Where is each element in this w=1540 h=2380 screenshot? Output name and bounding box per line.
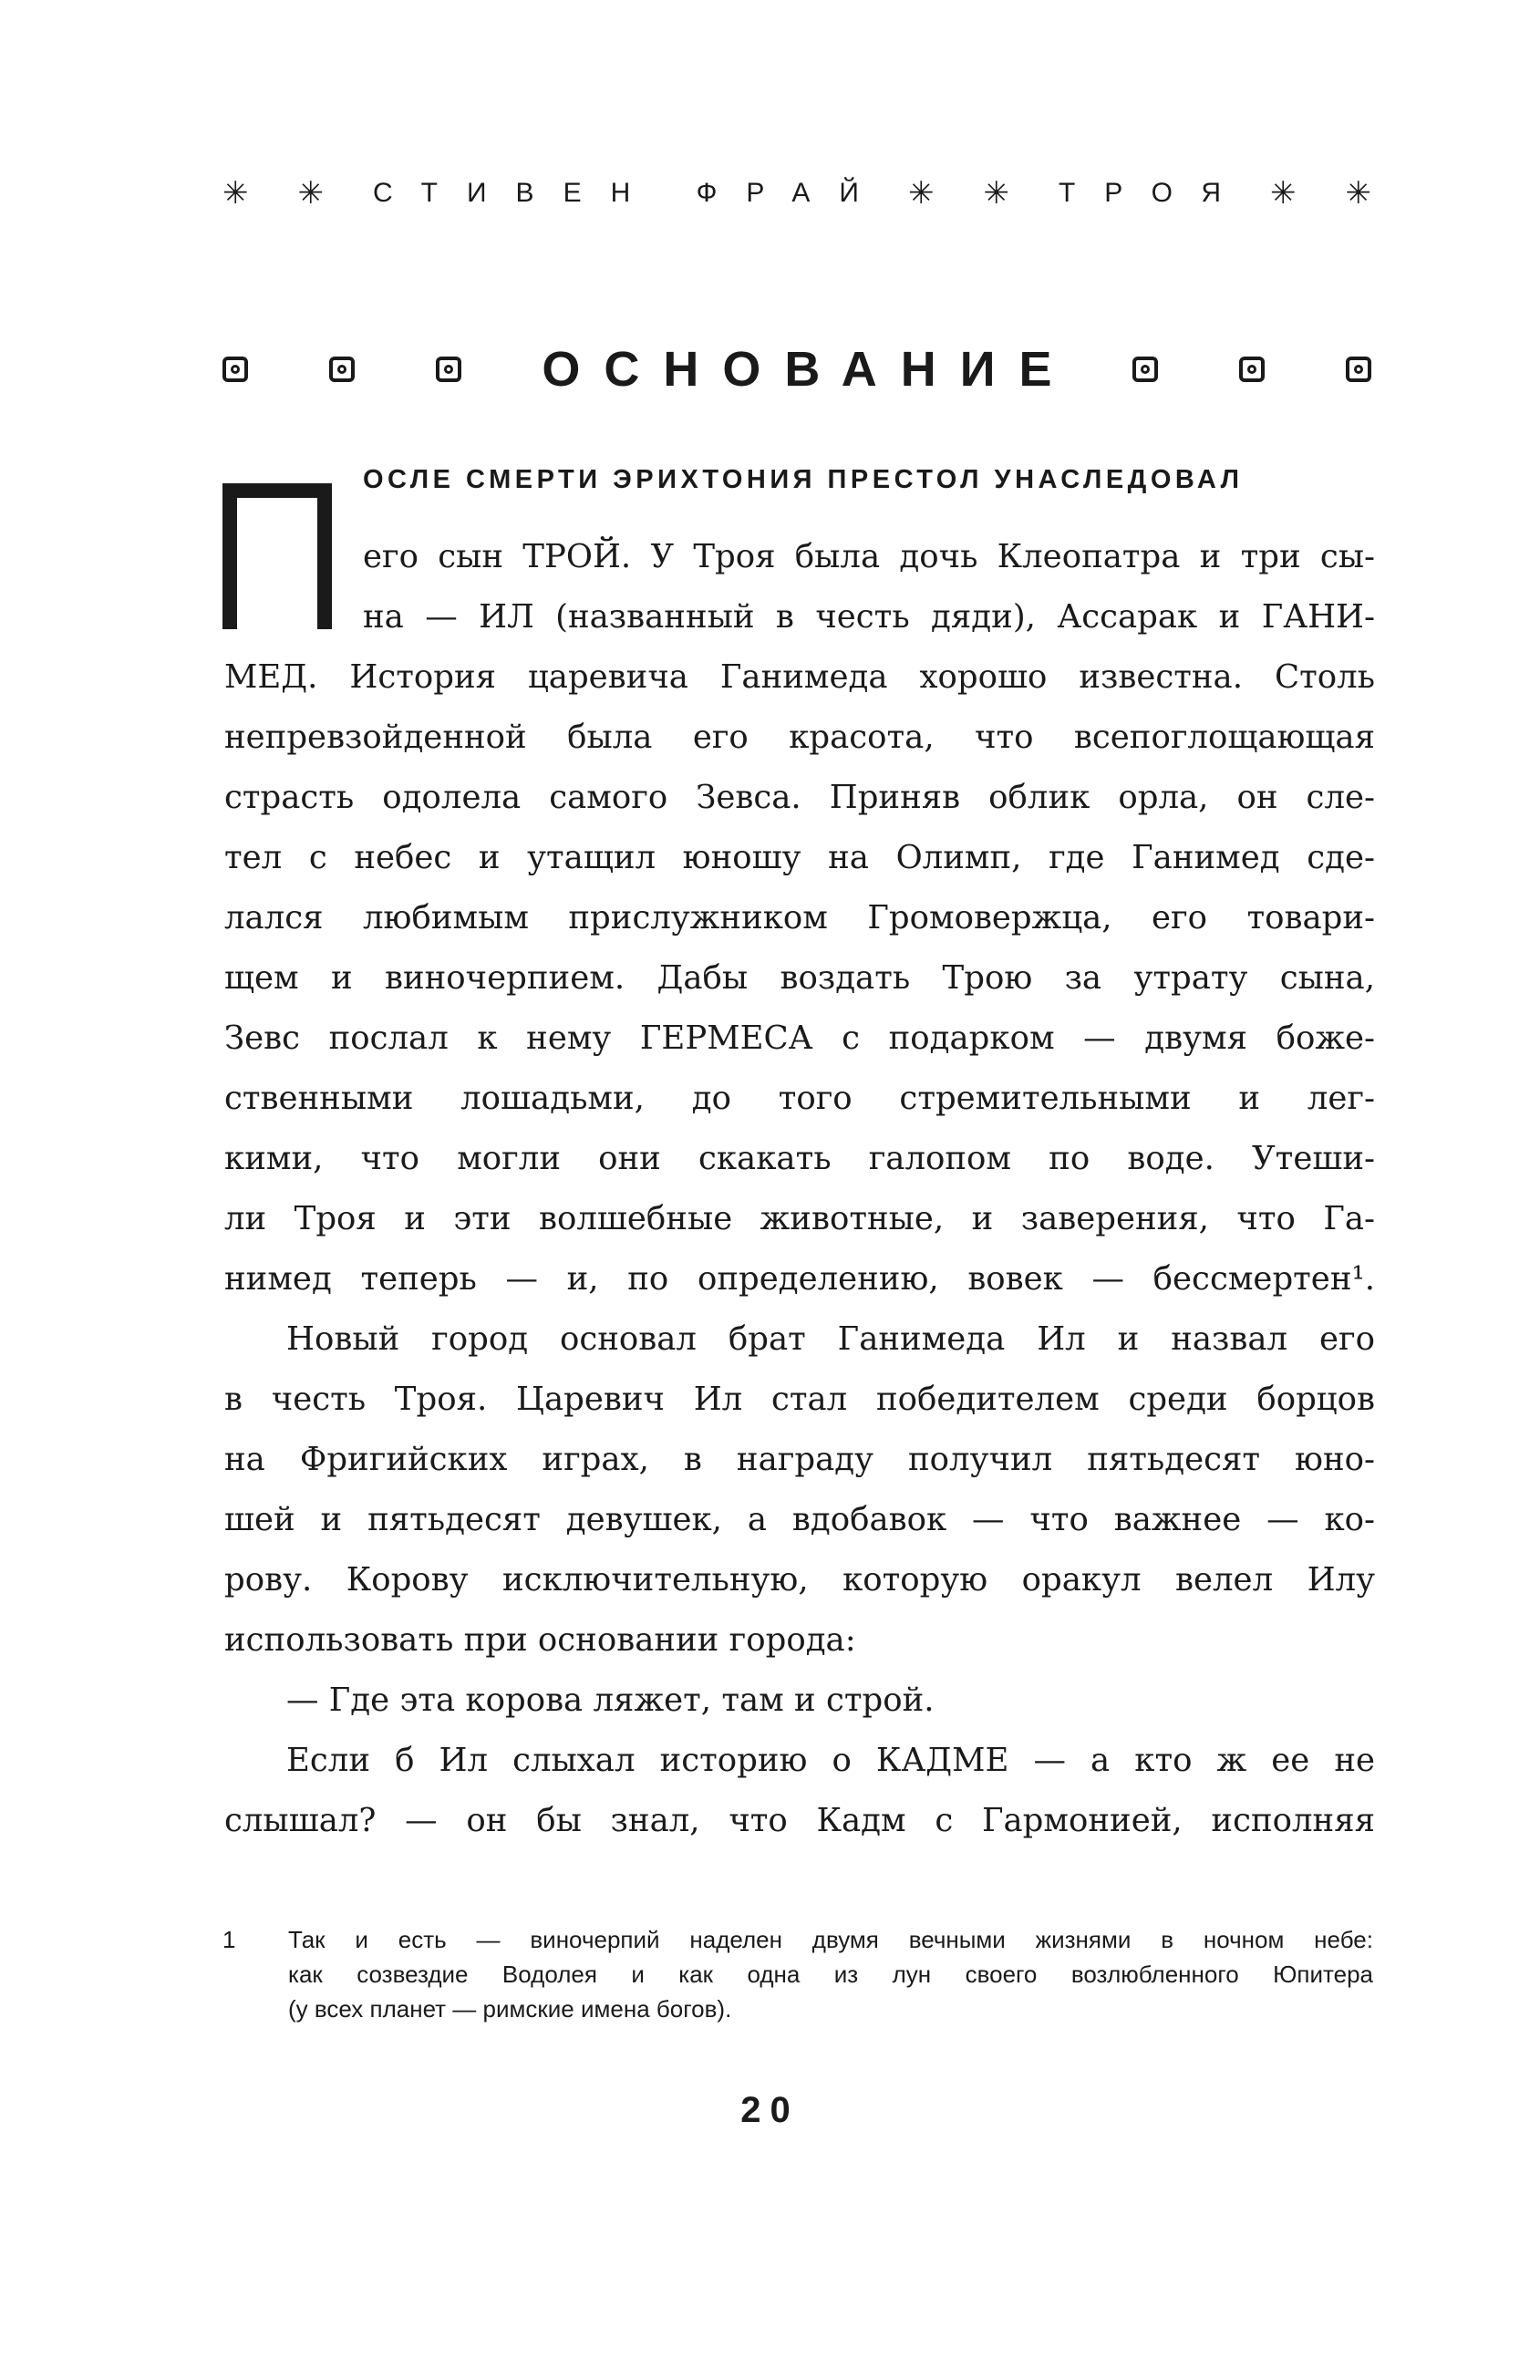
chapter-heading	[222, 337, 1371, 401]
first-line-smallcaps: ОСЛЕ СМЕРТИ ЭРИХТОНИЯ ПРЕСТОЛ УНАСЛЕДОВАЛ	[363, 465, 1244, 494]
text-line: Зевс послал к нему ГЕРМЕСА с подарком — двумя боже-	[224, 1019, 1375, 1057]
concentric-square-icon	[1132, 357, 1158, 382]
text-line: щем и виночерпием. Дабы воздать Трою за утрату сына,	[224, 959, 1375, 997]
text-line: шей и пятьдесят девушек, а вдобавок — что важнее — ко-	[224, 1501, 1375, 1538]
text-line: страсть одолела самого Зевса. Приняв облик орла, он сле-	[224, 779, 1375, 816]
text-line: ли Троя и эти волшебные животные, и заверения, что Га-	[224, 1200, 1375, 1237]
text-line: нимед теперь — и, по определению, вовек — бессмертен¹.	[224, 1260, 1375, 1298]
concentric-square-icon	[1346, 357, 1371, 382]
text-line: на Фригийских играх, в награду получил пятьдесят юно-	[224, 1441, 1375, 1478]
text-line: — Где эта корова ляжет, там и строй.	[286, 1682, 935, 1719]
text-line: Новый город основал брат Ганимеда Ил и назвал его	[286, 1320, 1375, 1358]
footnote-number: 1	[222, 1926, 236, 1953]
asterisk-ornament-icon: ✳	[297, 176, 324, 211]
concentric-square-icon	[436, 357, 461, 382]
text-line: его сын ТРОЙ. У Троя была дочь Клеопатра и три сы-	[363, 538, 1375, 575]
text-line: слышал? — он бы знал, что Кадм с Гармонией, исполняя	[224, 1802, 1375, 1839]
text-line: на — ИЛ (названный в честь дяди), Ассарак и ГАНИ-	[363, 598, 1375, 636]
text-line: в честь Троя. Царевич Ил стал победителем среди борцов	[224, 1381, 1375, 1418]
running-head	[222, 171, 1371, 215]
text-line: рову. Корову исключительную, которую оракул велел Илу	[224, 1561, 1375, 1599]
text-line: использовать при основании города:	[224, 1621, 856, 1659]
asterisk-ornament-icon: ✳	[222, 176, 249, 211]
chapter-title: ОСНОВАНИЕ	[542, 342, 1076, 397]
asterisk-ornament-icon: ✳	[1270, 176, 1297, 211]
asterisk-ornament-icon: ✳	[1345, 176, 1371, 211]
asterisk-ornament-icon: ✳	[907, 176, 935, 211]
footnote	[222, 1922, 1373, 2026]
footnote-line: Так и есть — виночерпий наделен двумя вечными жизнями в ночном небе:	[288, 1926, 1373, 1953]
footnote-body	[288, 1922, 1373, 2026]
text-line: лался любимым прислужником Громовержца, его товари-	[224, 899, 1375, 936]
text-line: кими, что могли они скакать галопом по воде. Утеши-	[224, 1140, 1375, 1177]
asterisk-ornament-icon: ✳	[983, 176, 1009, 211]
footnote-line: как созвездие Водолея и как одна из лун своего возлюбленного Юпитера	[288, 1961, 1373, 1988]
running-head-author: СТИВЕН ФРАЙ	[373, 178, 888, 208]
footnote-line: (у всех планет — римские имена богов).	[288, 1995, 732, 2023]
text-line: Если б Ил слыхал историю о КАДМЕ — а кто ж ее не	[286, 1742, 1375, 1779]
text-line: МЕД. История царевича Ганимеда хорошо известна. Столь	[224, 658, 1375, 696]
concentric-square-icon	[222, 357, 248, 382]
running-head-book: ТРОЯ	[1058, 178, 1250, 208]
concentric-square-icon	[1239, 357, 1265, 382]
text-line: тел с небес и утащил юношу на Олимп, где Ганимед сде-	[224, 839, 1375, 876]
body-text	[224, 527, 1375, 1851]
concentric-square-icon	[329, 357, 355, 382]
page-number: 20	[740, 2090, 800, 2130]
text-line: ственными лошадьми, до того стремительными и лег-	[224, 1080, 1375, 1117]
text-line: непревзойденной была его красота, что всепоглощающая	[224, 719, 1375, 756]
